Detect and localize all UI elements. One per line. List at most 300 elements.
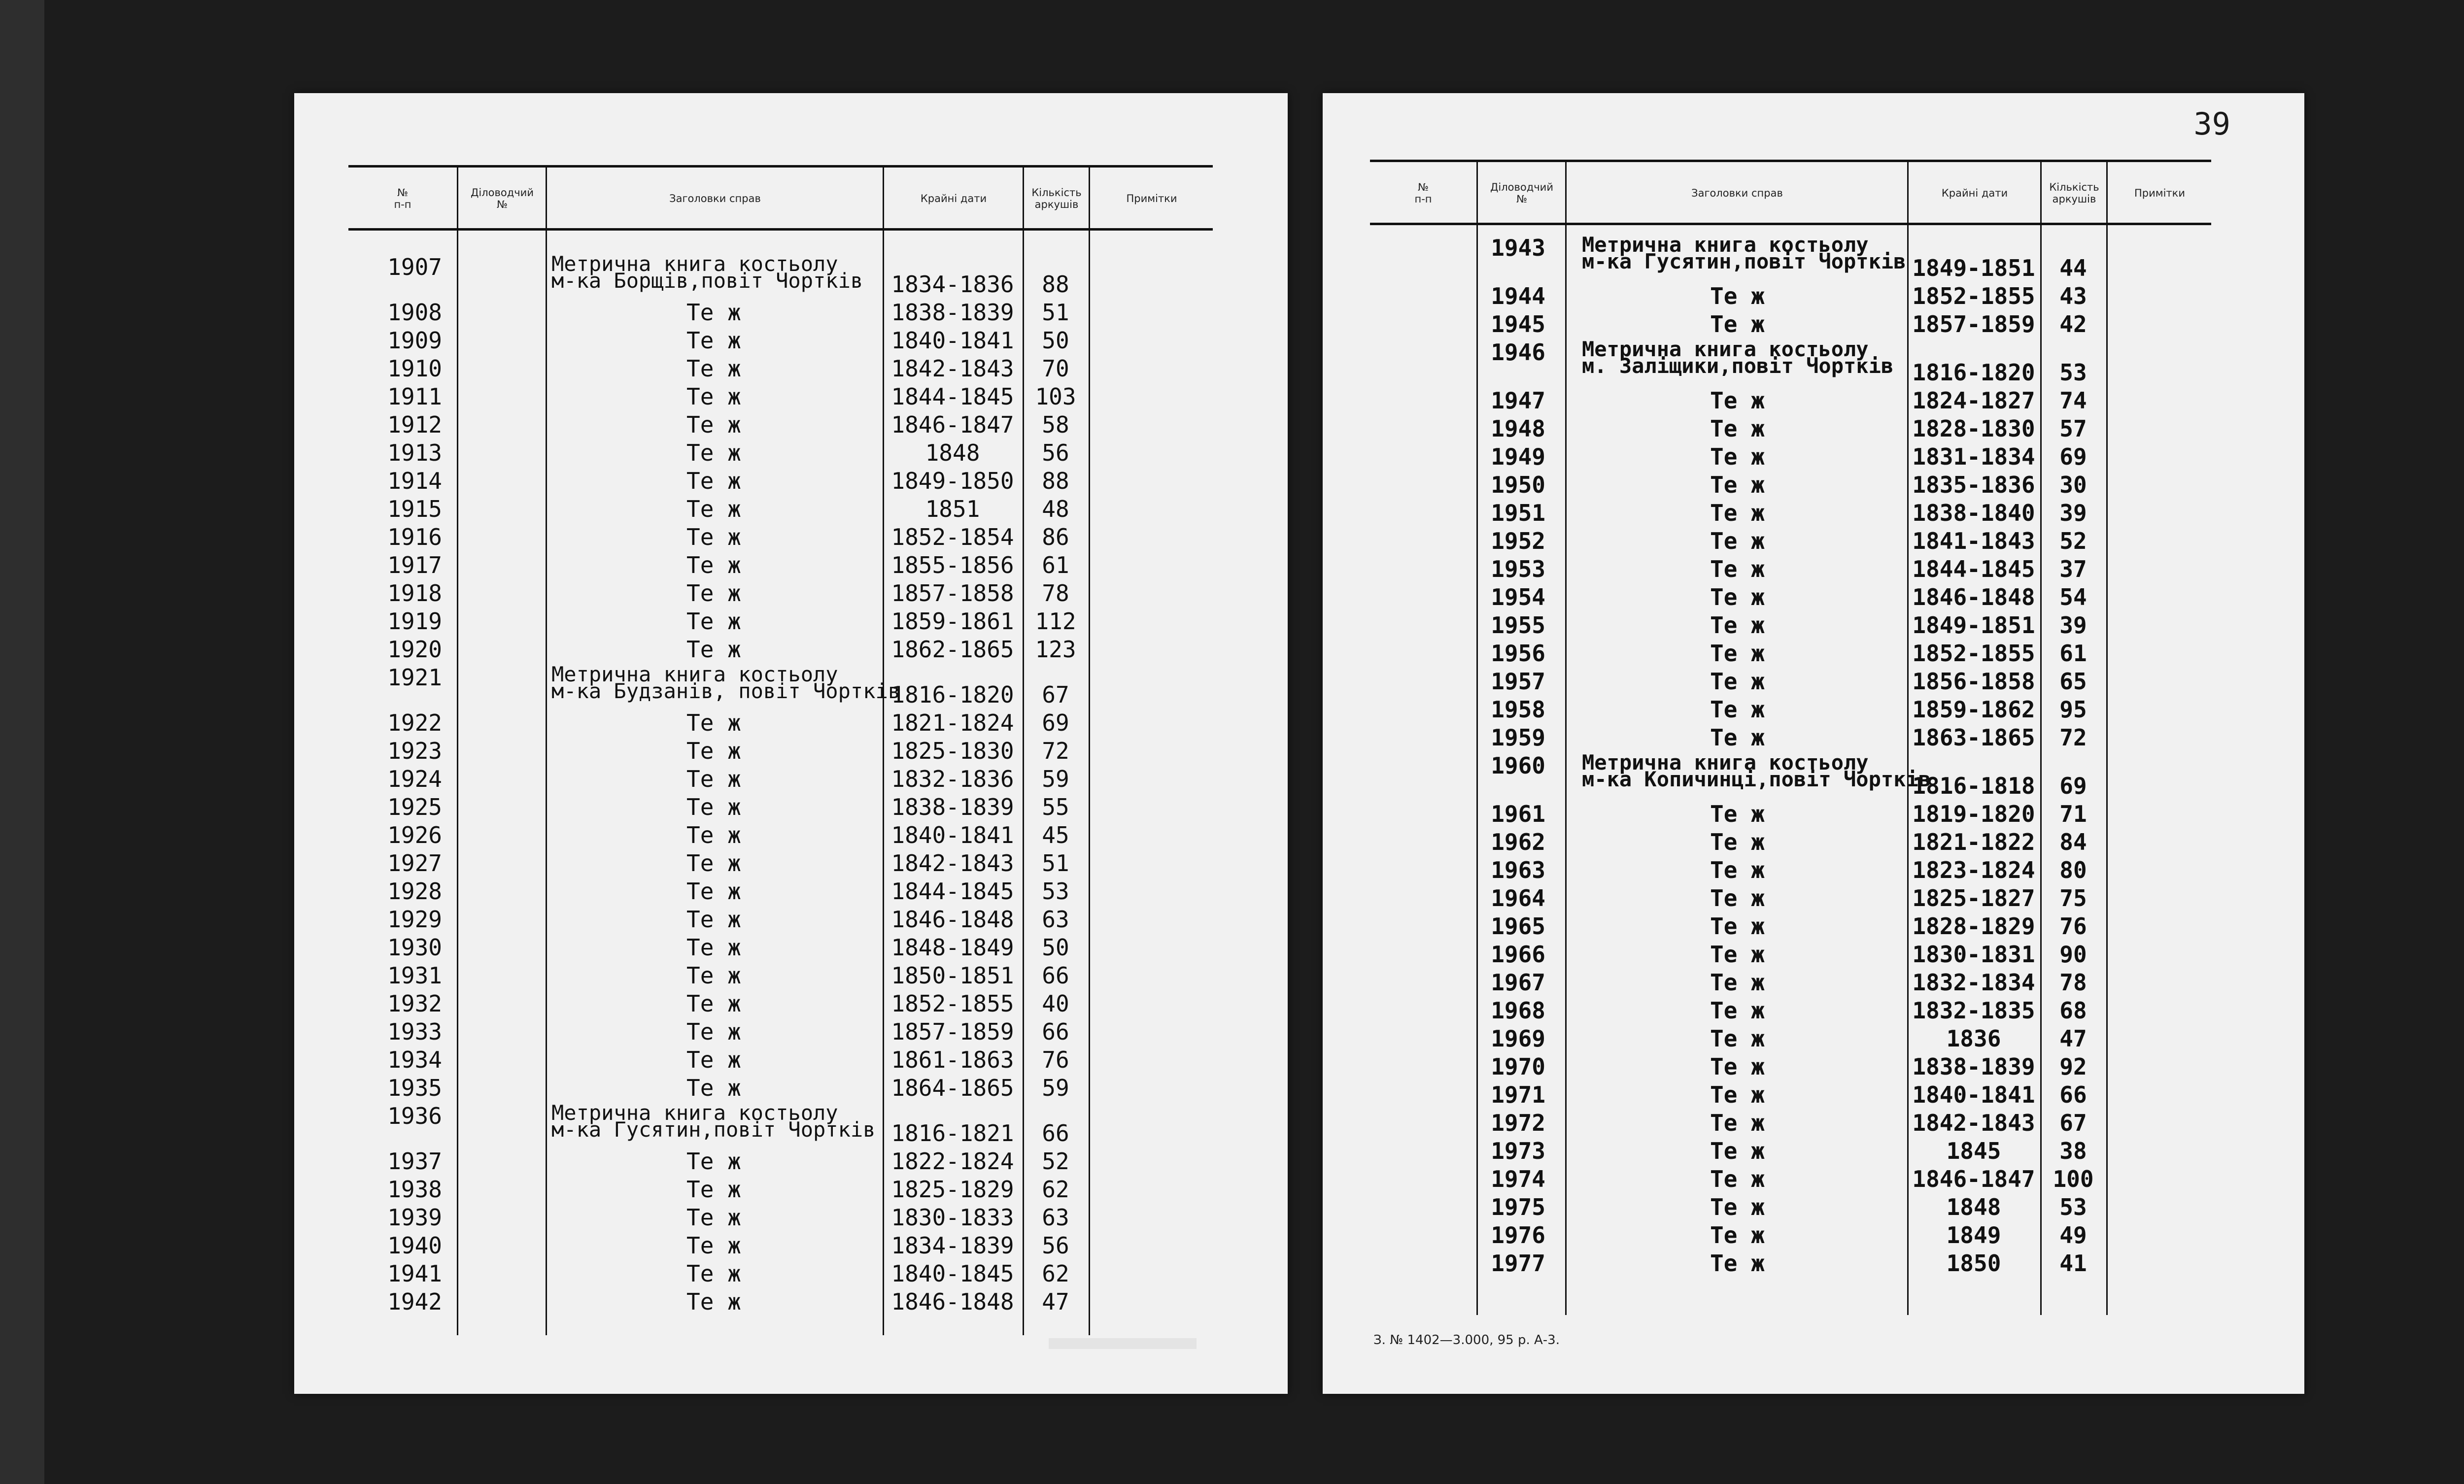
- sheet-count: 80: [2059, 857, 2087, 883]
- header-notes: Примітки: [2134, 187, 2185, 199]
- row-number: 1946: [1491, 339, 1545, 366]
- table-row: [1370, 695, 2211, 723]
- row-number: 1920: [387, 636, 442, 663]
- table-row: [348, 382, 1213, 410]
- record-title-ditto: Те ж: [1710, 1081, 1765, 1108]
- row-number: 1971: [1491, 1081, 1545, 1108]
- row-number: 1935: [387, 1075, 442, 1101]
- record-dates: 1857-1859: [891, 1018, 1014, 1045]
- table-row: [1370, 940, 2211, 968]
- table-row: [1370, 338, 2211, 386]
- sheet-count: 59: [1042, 1075, 1069, 1101]
- sheet-count: 123: [1035, 636, 1076, 663]
- row-number: 1955: [1491, 612, 1545, 639]
- record-dates: 1835-1836: [1912, 472, 2035, 498]
- record-title-ditto: Те ж: [1710, 283, 1765, 309]
- header-dates: Крайні дати: [920, 192, 987, 204]
- table-row: [1370, 1193, 2211, 1221]
- sheet-count: 57: [2059, 415, 2087, 442]
- row-number: 1961: [1491, 801, 1545, 827]
- record-title-ditto: Те ж: [686, 906, 741, 933]
- sheet-count: 56: [1042, 1232, 1069, 1259]
- table-row: [348, 1259, 1213, 1287]
- record-title-ditto: Те ж: [1710, 1053, 1765, 1080]
- table-row: [348, 737, 1213, 765]
- sheet-count: 88: [1042, 468, 1069, 494]
- record-title-ditto: Те ж: [686, 636, 741, 663]
- header-num: № п-п: [394, 186, 411, 210]
- row-number: 1934: [387, 1046, 442, 1073]
- table-row: [348, 635, 1213, 663]
- record-dates: 1851: [925, 496, 980, 522]
- record-title-ditto: Те ж: [686, 468, 741, 494]
- table-row: [348, 1147, 1213, 1175]
- record-dates: 1862-1865: [891, 636, 1014, 663]
- record-dates: 1840-1841: [1912, 1081, 2035, 1108]
- sheet-count: 76: [1042, 1046, 1069, 1073]
- row-number: 1910: [387, 355, 442, 382]
- record-title-ditto: Те ж: [1710, 969, 1765, 996]
- row-number: 1965: [1491, 913, 1545, 940]
- row-number: 1938: [387, 1176, 442, 1203]
- table-row: [348, 523, 1213, 551]
- row-number: 1924: [387, 766, 442, 792]
- sheet-count: 67: [2059, 1110, 2087, 1136]
- sheet-count: 66: [1042, 1018, 1069, 1045]
- sheet-count: 38: [2059, 1138, 2087, 1164]
- table-row: [348, 765, 1213, 793]
- table-row: [1370, 583, 2211, 611]
- sheet-count: 86: [1042, 524, 1069, 550]
- row-number: 1975: [1491, 1194, 1545, 1220]
- row-number: 1940: [387, 1232, 442, 1259]
- record-title-ditto: Те ж: [1710, 1025, 1765, 1052]
- record-dates: 1857-1858: [891, 580, 1014, 607]
- record-dates: 1842-1843: [891, 850, 1014, 877]
- record-title-ditto: Те ж: [686, 878, 741, 905]
- table-row: [1370, 1137, 2211, 1165]
- record-title-ditto: Те ж: [686, 1260, 741, 1287]
- sheet-count: 48: [1042, 496, 1069, 522]
- table-row: [1370, 499, 2211, 527]
- record-title-ditto: Те ж: [1710, 311, 1765, 337]
- record-title-ditto: Те ж: [686, 1232, 741, 1259]
- record-dates: 1828-1829: [1912, 913, 2035, 940]
- sheet-count: 66: [1042, 962, 1069, 989]
- record-dates: 1861-1863: [891, 1046, 1014, 1073]
- record-dates: 1844-1845: [891, 383, 1014, 410]
- sheet-count: 39: [2059, 500, 2087, 526]
- row-number: 1973: [1491, 1138, 1545, 1164]
- record-title-ditto: Те ж: [1710, 500, 1765, 526]
- record-dates: 1816-1821: [891, 1120, 1014, 1147]
- row-number: 1919: [387, 608, 442, 635]
- record-dates: 1838-1839: [891, 794, 1014, 820]
- record-title-ditto: Те ж: [1710, 387, 1765, 414]
- record-dates: 1845: [1946, 1138, 2001, 1164]
- row-number: 1953: [1491, 556, 1545, 582]
- record-dates: 1849-1851: [1912, 255, 2035, 281]
- table-row: [348, 663, 1213, 708]
- row-number: 1929: [387, 906, 442, 933]
- table-row: [348, 1074, 1213, 1102]
- sheet-count: 84: [2059, 829, 2087, 855]
- record-title-ditto: Те ж: [1710, 724, 1765, 751]
- record-dates: 1842-1843: [1912, 1110, 2035, 1136]
- record-title-ditto: Те ж: [1710, 612, 1765, 639]
- record-dates: 1852-1855: [1912, 283, 2035, 309]
- sheet-count: 30: [2059, 472, 2087, 498]
- record-title-ditto: Те ж: [686, 766, 741, 792]
- sheet-count: 50: [1042, 934, 1069, 961]
- record-title-ditto: Те ж: [686, 822, 741, 848]
- record-title-ditto: Те ж: [686, 496, 741, 522]
- row-number: 1976: [1491, 1222, 1545, 1248]
- row-number: 1907: [387, 254, 442, 280]
- row-number: 1947: [1491, 387, 1545, 414]
- header-count: Кількість аркушів: [2049, 181, 2099, 205]
- sheet-count: 40: [1042, 990, 1069, 1017]
- table-row: [1370, 282, 2211, 310]
- record-title-ditto: Те ж: [1710, 1250, 1765, 1277]
- record-dates: 1821-1824: [891, 709, 1014, 736]
- record-title-ditto: Те ж: [686, 1148, 741, 1175]
- row-number: 1921: [387, 664, 442, 691]
- record-dates: 1816-1820: [1912, 359, 2035, 386]
- table-row: [348, 1175, 1213, 1203]
- record-dates: 1852-1855: [891, 990, 1014, 1017]
- page-number: 39: [2193, 106, 2230, 142]
- row-number: 1977: [1491, 1250, 1545, 1277]
- sheet-count: 53: [2059, 1194, 2087, 1220]
- record-title: Метрична книга костьолу м-ка Гусятин,повіт Чортків: [1582, 233, 1906, 273]
- table-row: [348, 495, 1213, 523]
- table-row: [1370, 386, 2211, 414]
- table-row: [1370, 310, 2211, 338]
- row-number: 1937: [387, 1148, 442, 1175]
- sheet-count: 56: [1042, 439, 1069, 466]
- table-row: [1370, 527, 2211, 555]
- record-dates: 1842-1843: [891, 355, 1014, 382]
- sheet-count: 69: [2059, 443, 2087, 470]
- table-row: [348, 793, 1213, 821]
- sheet-count: 41: [2059, 1250, 2087, 1277]
- row-number: 1959: [1491, 724, 1545, 751]
- record-dates: 1830-1831: [1912, 941, 2035, 968]
- sheet-count: 51: [1042, 299, 1069, 326]
- header-bottom-rule: [348, 228, 1213, 231]
- record-dates: 1822-1824: [891, 1148, 1014, 1175]
- sheet-count: 53: [2059, 359, 2087, 386]
- table-row: [348, 326, 1213, 354]
- sheet-count: 72: [2059, 724, 2087, 751]
- record-dates: 1834-1836: [891, 271, 1014, 298]
- table-row: [348, 849, 1213, 877]
- record-dates: 1838-1839: [891, 299, 1014, 326]
- record-dates: 1834-1839: [891, 1232, 1014, 1259]
- row-number: 1948: [1491, 415, 1545, 442]
- record-dates: 1840-1841: [891, 327, 1014, 354]
- header-dates: Крайні дати: [1941, 187, 2008, 199]
- row-number: 1943: [1491, 235, 1545, 261]
- table-row: [348, 877, 1213, 905]
- record-dates: 1836: [1946, 1025, 2001, 1052]
- table-row: [348, 961, 1213, 989]
- record-dates: 1832-1835: [1912, 997, 2035, 1024]
- record-title-ditto: Те ж: [686, 524, 741, 550]
- record-dates: 1838-1839: [1912, 1053, 2035, 1080]
- table-row: [1370, 912, 2211, 940]
- record-title-ditto: Те ж: [1710, 415, 1765, 442]
- row-number: 1911: [387, 383, 442, 410]
- record-title-ditto: Те ж: [1710, 857, 1765, 883]
- record-title: Метрична книга костьолу м-ка Гусятин,повіт Чортків: [551, 1101, 876, 1142]
- record-title-ditto: Те ж: [686, 850, 741, 877]
- record-dates: 1857-1859: [1912, 311, 2035, 337]
- table-row: [1370, 1109, 2211, 1137]
- record-dates: 1850: [1946, 1250, 2001, 1277]
- header-top-rule: [1370, 160, 2211, 162]
- record-dates: 1816-1818: [1912, 773, 2035, 799]
- record-title-ditto: Те ж: [686, 962, 741, 989]
- sheet-count: 54: [2059, 584, 2087, 610]
- row-number: 1974: [1491, 1166, 1545, 1192]
- record-title-ditto: Те ж: [686, 1288, 741, 1315]
- table-row: [1370, 1024, 2211, 1052]
- sheet-count: 52: [2059, 528, 2087, 554]
- record-title-ditto: Те ж: [686, 355, 741, 382]
- table-row: [1370, 234, 2211, 282]
- row-number: 1969: [1491, 1025, 1545, 1052]
- row-number: 1942: [387, 1288, 442, 1315]
- table-row: [1370, 442, 2211, 471]
- sheet-count: 47: [1042, 1288, 1069, 1315]
- sheet-count: 39: [2059, 612, 2087, 639]
- record-title-ditto: Те ж: [1710, 997, 1765, 1024]
- table-row: [348, 708, 1213, 737]
- table-row: [1370, 1221, 2211, 1249]
- sheet-count: 55: [1042, 794, 1069, 820]
- table-row: [348, 821, 1213, 849]
- record-title-ditto: Те ж: [686, 794, 741, 820]
- sheet-count: 103: [1035, 383, 1076, 410]
- record-dates: 1850-1851: [891, 962, 1014, 989]
- record-title-ditto: Те ж: [686, 1176, 741, 1203]
- table-row: [348, 1017, 1213, 1046]
- table-row: [1370, 1249, 2211, 1277]
- row-number: 1962: [1491, 829, 1545, 855]
- record-dates: 1841-1843: [1912, 528, 2035, 554]
- row-number: 1912: [387, 411, 442, 438]
- table-row: [348, 989, 1213, 1017]
- sheet-count: 69: [1042, 709, 1069, 736]
- record-title-ditto: Те ж: [686, 580, 741, 607]
- record-dates: 1852-1855: [1912, 640, 2035, 667]
- record-title-ditto: Те ж: [686, 990, 741, 1017]
- record-title-ditto: Те ж: [686, 299, 741, 326]
- record-title-ditto: Те ж: [1710, 801, 1765, 827]
- record-dates: 1848-1849: [891, 934, 1014, 961]
- row-number: 1957: [1491, 668, 1545, 695]
- record-title-ditto: Те ж: [1710, 668, 1765, 695]
- record-dates: 1859-1861: [891, 608, 1014, 635]
- header-top-rule: [348, 165, 1213, 168]
- sheet-count: 63: [1042, 906, 1069, 933]
- record-title-ditto: Те ж: [686, 327, 741, 354]
- sheet-count: 75: [2059, 885, 2087, 911]
- sheet-count: 70: [1042, 355, 1069, 382]
- table-row: [348, 607, 1213, 635]
- sheet-count: 50: [1042, 327, 1069, 354]
- scan-background-left: [0, 0, 44, 1484]
- record-dates: 1855-1856: [891, 552, 1014, 578]
- row-number: 1915: [387, 496, 442, 522]
- record-dates: 1838-1840: [1912, 500, 2035, 526]
- record-dates: 1840-1841: [891, 822, 1014, 848]
- table-row: [348, 1231, 1213, 1259]
- row-number: 1960: [1491, 752, 1545, 779]
- row-number: 1952: [1491, 528, 1545, 554]
- table-row: [1370, 555, 2211, 583]
- record-title-ditto: Те ж: [1710, 472, 1765, 498]
- header-clerk: Діловодчий №: [1490, 181, 1553, 205]
- table-row: [1370, 968, 2211, 996]
- record-dates: 1848: [1946, 1194, 2001, 1220]
- row-number: 1956: [1491, 640, 1545, 667]
- sheet-count: 45: [1042, 822, 1069, 848]
- right-page: [1323, 93, 2304, 1394]
- sheet-count: 67: [1042, 681, 1069, 708]
- table-row: [348, 1203, 1213, 1231]
- record-dates: 1849: [1946, 1222, 2001, 1248]
- record-dates: 1864-1865: [891, 1075, 1014, 1101]
- record-title-ditto: Те ж: [686, 411, 741, 438]
- record-dates: 1849-1851: [1912, 612, 2035, 639]
- record-title-ditto: Те ж: [686, 439, 741, 466]
- record-dates: 1825-1830: [891, 738, 1014, 764]
- table-row: [348, 579, 1213, 607]
- table-row: [1370, 723, 2211, 751]
- sheet-count: 88: [1042, 271, 1069, 298]
- record-dates: 1825-1827: [1912, 885, 2035, 911]
- record-dates: 1825-1829: [891, 1176, 1014, 1203]
- row-number: 1913: [387, 439, 442, 466]
- sheet-count: 63: [1042, 1204, 1069, 1231]
- header-clerk: Діловодчий №: [471, 186, 534, 210]
- record-dates: 1859-1862: [1912, 696, 2035, 723]
- table-row: [1370, 828, 2211, 856]
- header-notes: Примітки: [1126, 192, 1177, 204]
- header-bottom-rule: [1370, 223, 2211, 225]
- record-dates: 1856-1858: [1912, 668, 2035, 695]
- sheet-count: 43: [2059, 283, 2087, 309]
- table-row: [1370, 800, 2211, 828]
- table-row: [348, 410, 1213, 438]
- record-title-ditto: Те ж: [1710, 584, 1765, 610]
- sheet-count: 71: [2059, 801, 2087, 827]
- print-imprint: З. № 1402—3.000, 95 р. А-3.: [1373, 1333, 1560, 1348]
- table-row: [348, 354, 1213, 382]
- left-page: [294, 93, 1288, 1394]
- table-row: [1370, 611, 2211, 639]
- table-row: [1370, 1080, 2211, 1109]
- record-title-ditto: Те ж: [1710, 1194, 1765, 1220]
- row-number: 1968: [1491, 997, 1545, 1024]
- record-title: Метрична книга костьолу м-ка Копичинці,повіт Чортків: [1582, 750, 1931, 791]
- row-number: 1964: [1491, 885, 1545, 911]
- sheet-count: 47: [2059, 1025, 2087, 1052]
- row-number: 1932: [387, 990, 442, 1017]
- row-number: 1944: [1491, 283, 1545, 309]
- row-number: 1954: [1491, 584, 1545, 610]
- table-row: [1370, 414, 2211, 442]
- row-number: 1941: [387, 1260, 442, 1287]
- record-dates: 1832-1834: [1912, 969, 2035, 996]
- record-title-ditto: Те ж: [1710, 640, 1765, 667]
- table-row: [348, 1287, 1213, 1315]
- table-row: [348, 933, 1213, 961]
- record-dates: 1844-1845: [1912, 556, 2035, 582]
- row-number: 1914: [387, 468, 442, 494]
- row-number: 1930: [387, 934, 442, 961]
- row-number: 1966: [1491, 941, 1545, 968]
- sheet-count: 61: [1042, 552, 1069, 578]
- sheet-count: 72: [1042, 738, 1069, 764]
- row-number: 1927: [387, 850, 442, 877]
- sheet-count: 78: [2059, 969, 2087, 996]
- record-title-ditto: Те ж: [1710, 829, 1765, 855]
- record-title-ditto: Те ж: [686, 383, 741, 410]
- sheet-count: 74: [2059, 387, 2087, 414]
- record-dates: 1844-1845: [891, 878, 1014, 905]
- record-title: Метрична книга костьолу м-ка Борщів,повіт Чортків: [551, 252, 863, 293]
- table-row: [348, 1046, 1213, 1074]
- sheet-count: 59: [1042, 766, 1069, 792]
- sheet-count: 37: [2059, 556, 2087, 582]
- record-title-ditto: Те ж: [1710, 528, 1765, 554]
- row-number: 1922: [387, 709, 442, 736]
- sheet-count: 42: [2059, 311, 2087, 337]
- row-number: 1925: [387, 794, 442, 820]
- sheet-count: 100: [2053, 1166, 2094, 1192]
- sheet-count: 62: [1042, 1176, 1069, 1203]
- record-title-ditto: Те ж: [1710, 696, 1765, 723]
- record-title-ditto: Те ж: [1710, 1222, 1765, 1248]
- sheet-count: 68: [2059, 997, 2087, 1024]
- record-title-ditto: Те ж: [686, 934, 741, 961]
- record-title-ditto: Те ж: [686, 1018, 741, 1045]
- record-dates: 1846-1848: [891, 1288, 1014, 1315]
- record-title-ditto: Те ж: [686, 1046, 741, 1073]
- record-title: Метрична книга костьолу м. Заліщики,повіт Чортків: [1582, 337, 1894, 378]
- row-number: 1933: [387, 1018, 442, 1045]
- record-dates: 1830-1833: [891, 1204, 1014, 1231]
- sheet-count: 92: [2059, 1053, 2087, 1080]
- record-title-ditto: Те ж: [1710, 1166, 1765, 1192]
- row-number: 1951: [1491, 500, 1545, 526]
- table-row: [1370, 667, 2211, 695]
- record-dates: 1846-1847: [891, 411, 1014, 438]
- row-number: 1963: [1491, 857, 1545, 883]
- record-title-ditto: Те ж: [686, 1204, 741, 1231]
- table-row: [1370, 751, 2211, 800]
- row-number: 1970: [1491, 1053, 1545, 1080]
- row-number: 1939: [387, 1204, 442, 1231]
- sheet-count: 51: [1042, 850, 1069, 877]
- record-title-ditto: Те ж: [686, 709, 741, 736]
- record-dates: 1828-1830: [1912, 415, 2035, 442]
- row-number: 1923: [387, 738, 442, 764]
